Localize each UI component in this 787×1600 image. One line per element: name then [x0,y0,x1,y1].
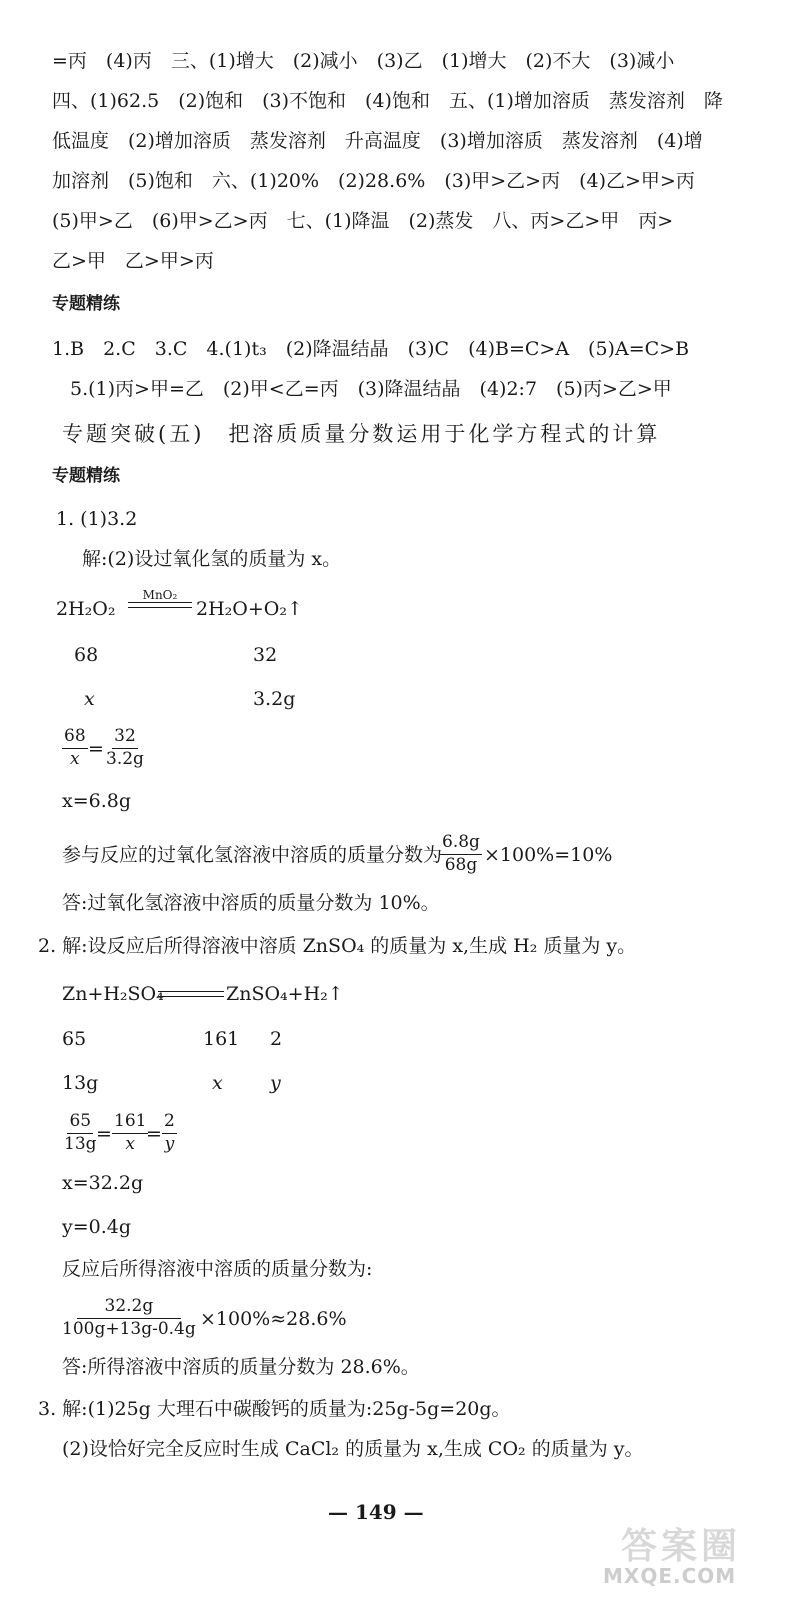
q1-percent-text: 参与反应的过氧化氢溶液中溶质的质量分数为 [62,844,443,866]
q2-frac1-den: 13g [64,1133,97,1154]
q1-eq-catalyst: MnO₂ [142,588,178,602]
q1-answer-part1: 1. (1)3.2 [56,508,138,530]
q1-fraction-2 [104,728,146,769]
q1-percent-tail: ×100%=10% [484,844,613,866]
q1-percent-fraction [440,834,482,875]
q1-frac1-den: x [70,748,80,769]
q1-eq-right: 2H₂O+O₂↑ [196,598,303,620]
q2-percent-tail: ×100%≈28.6% [200,1308,347,1330]
q2-fraction-3 [162,1113,177,1154]
q1-mass-2: 32 [253,644,278,666]
q2-frac-equals-2: = [146,1123,162,1145]
q1-fraction-1 [62,728,88,769]
q2-result-x: x=32.2g [62,1172,144,1194]
q2-frac1-num: 65 [67,1113,93,1134]
q1-eq-arrow [128,589,192,608]
q2-var-3: y [270,1072,281,1094]
q2-val-1: 13g [62,1072,99,1094]
q1-pct-num: 6.8g [440,834,482,855]
chapter-title: 专题突破(五) 把溶质质量分数运用于化学方程式的计算 [62,422,661,446]
watermark-text-top: 答案圈 [621,1526,742,1567]
text-line-1: =丙 (4)丙 三、(1)增大 (2)减小 (3)乙 (1)增大 (2)不大 (3)减小 [52,50,675,72]
q2-mass-1: 65 [62,1028,87,1050]
q2-frac3-den: y [164,1133,175,1154]
text-line-4: 加溶剂 (5)饱和 六、(1)20% (2)28.6% (3)甲>乙>丙 (4)乙>甲>丙 [52,170,695,192]
q2-pct-den: 100g+13g-0.4g [62,1318,196,1339]
q3-line-2: (2)设恰好完全反应时生成 CaCl₂ 的质量为 x,生成 CO₂ 的质量为 y。 [62,1438,644,1460]
q2-frac-equals-1: = [96,1123,112,1145]
q1-frac-equals: = [88,738,104,760]
q1-setup: 解:(2)设过氧化氢的质量为 x。 [82,548,342,570]
q2-frac2-den: x [125,1133,136,1154]
q1-eq-left: 2H₂O₂ [56,598,116,620]
text-line-5: (5)甲>乙 (6)甲>乙>丙 七、(1)降温 (2)蒸发 八、丙>乙>甲 丙> [52,210,674,232]
q2-eq-left: Zn+H₂SO₄ [62,983,164,1005]
q2-eq-double-line [158,991,224,997]
q1-var-1: x [84,688,95,710]
q2-fraction-1 [62,1113,99,1154]
q2-percent-label: 反应后所得溶液中溶质的质量分数为: [62,1258,373,1280]
watermark-logo [603,1518,773,1590]
section1-answers-line-2: 5.(1)丙>甲=乙 (2)甲<乙=丙 (3)降温结晶 (4)2:7 (5)丙>乙>甲 [70,378,672,400]
text-line-2: 四、(1)62.5 (2)饱和 (3)不饱和 (4)饱和 五、(1)增加溶质 蒸发溶剂 降 [52,90,723,112]
q2-frac2-num: 161 [112,1113,148,1134]
q1-result: x=6.8g [62,790,132,812]
q1-answer: 答:过氧化氢溶液中溶质的质量分数为 10%。 [62,892,440,914]
q2-pct-num: 32.2g [77,1298,182,1319]
q2-fraction-2 [112,1113,148,1154]
page-number: — 149 — [328,1500,424,1524]
q2-setup: 2. 解:设反应后所得溶液中溶质 ZnSO₄ 的质量为 x,生成 H₂ 质量为 y。 [38,935,637,957]
q1-frac1-num: 68 [62,728,88,749]
section1-answers-line-1: 1.B 2.C 3.C 4.(1)t₃ (2)降温结晶 (3)C (4)B=C>A (5)A=C>B [52,338,690,360]
q1-frac2-num: 32 [112,728,138,749]
q2-frac3-num: 2 [162,1113,177,1134]
q2-eq-right: ZnSO₄+H₂↑ [226,983,344,1005]
q1-eq-double-line [128,602,192,608]
text-line-6: 乙>甲 乙>甲>丙 [52,250,214,272]
q1-mass-1: 68 [74,644,99,666]
q1-frac2-den: 3.2g [106,748,144,769]
q3-line-1: 3. 解:(1)25g 大理石中碳酸钙的质量为:25g-5g=20g。 [38,1398,511,1420]
q2-result-y: y=0.4g [62,1216,132,1238]
q1-val-2: 3.2g [253,688,296,710]
q2-answer: 答:所得溶液中溶质的质量分数为 28.6%。 [62,1356,420,1378]
section-heading-2: 专题精练 [52,466,120,486]
q2-var-2: x [212,1072,223,1094]
watermark-text-bottom: MXQE.COM [603,1564,737,1588]
q2-mass-3: 2 [270,1028,283,1050]
q2-percent-fraction [60,1298,198,1339]
q2-eq-arrow [158,983,224,997]
q1-equation [56,598,115,620]
section-heading-1: 专题精练 [52,294,120,314]
q2-mass-2: 161 [203,1028,240,1050]
text-line-3: 低温度 (2)增加溶质 蒸发溶剂 升高温度 (3)增加溶质 蒸发溶剂 (4)增 [52,130,703,152]
q1-pct-den: 68g [444,854,478,875]
